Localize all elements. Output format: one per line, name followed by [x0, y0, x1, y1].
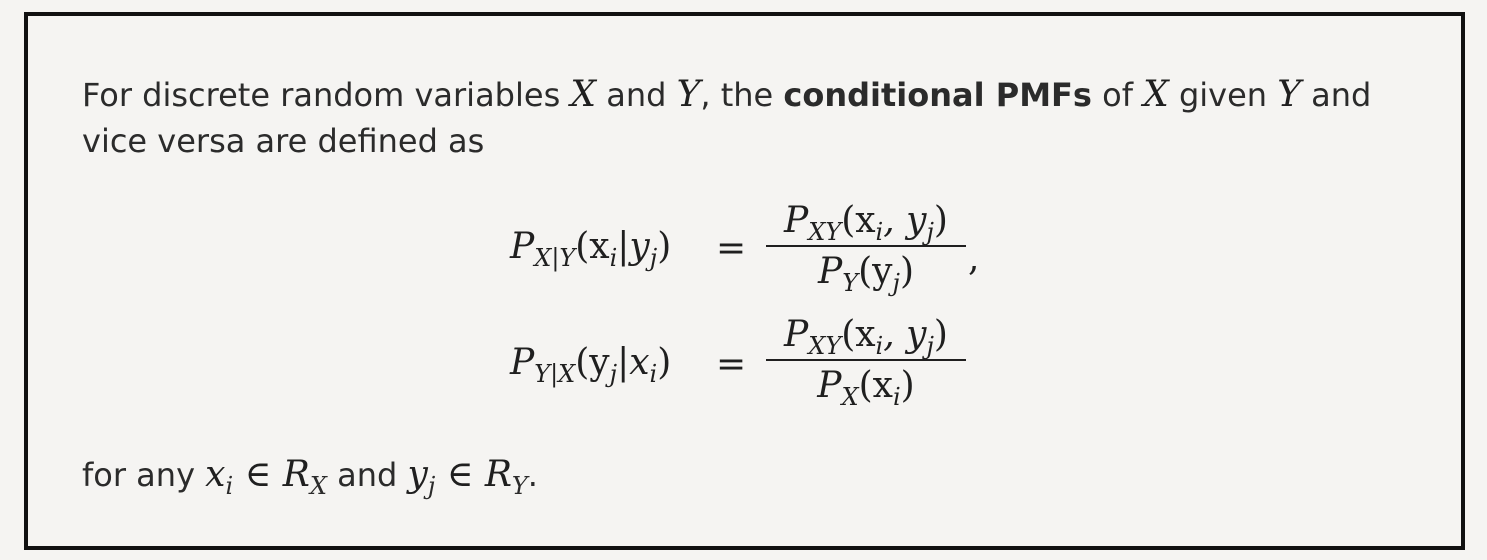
- variable-xi: x: [205, 454, 226, 495]
- element-of-symbol: ∈: [233, 454, 283, 495]
- fraction-bar: [766, 359, 966, 361]
- equation-2-lhs: $P_{Y|X}(y_j|x_i)$: [510, 342, 672, 388]
- intro-text: given: [1168, 76, 1278, 114]
- footer-text: for any: [82, 456, 206, 494]
- equation-2-equals: =: [716, 344, 747, 385]
- intro-line-2: vice versa are defined as: [82, 122, 485, 160]
- intro-text: of: [1091, 76, 1144, 114]
- variable-y: Y: [676, 74, 701, 115]
- equation-1-lhs: $P_{X|Y}(x_i|y_j)$: [510, 226, 672, 272]
- range-rx: R: [282, 454, 310, 495]
- equation-1-equals: =: [716, 228, 747, 269]
- equation-2-denominator: $P_X(x_i)$: [817, 365, 915, 411]
- equation-1-comma: ,: [968, 238, 980, 279]
- bold-term: conditional PMFs: [783, 76, 1092, 114]
- footer-period: .: [527, 456, 538, 494]
- equation-1-fraction: [766, 200, 966, 297]
- equation-1-numerator: $P_{XY}(x_i$, $y_j$): [784, 200, 948, 246]
- intro-line-1: [82, 72, 1371, 118]
- intro-text: For discrete random variables: [82, 76, 571, 114]
- subscript: i: [225, 472, 234, 500]
- variable-x: X: [570, 74, 597, 115]
- element-of-symbol: ∈: [435, 454, 485, 495]
- fraction-bar: [766, 245, 966, 247]
- variable-y: Y: [1277, 74, 1301, 115]
- intro-text: , the: [700, 76, 784, 114]
- equation-1-denominator: $P_Y(y_j)$: [818, 251, 914, 297]
- footer-text: and: [326, 456, 408, 494]
- equation-2-fraction: [766, 314, 966, 411]
- intro-text: and: [1300, 76, 1372, 114]
- subscript: Y: [511, 472, 528, 500]
- intro-and: and: [596, 76, 677, 114]
- variable-yj: y: [407, 454, 428, 495]
- subscript: j: [427, 472, 436, 500]
- definition-box: [24, 12, 1465, 550]
- range-ry: R: [484, 454, 512, 495]
- footer-line: [82, 452, 538, 501]
- subscript: X: [309, 472, 327, 500]
- variable-x: X: [1143, 74, 1169, 115]
- equation-2-numerator: $P_{XY}(x_i$, $y_j$): [784, 314, 948, 360]
